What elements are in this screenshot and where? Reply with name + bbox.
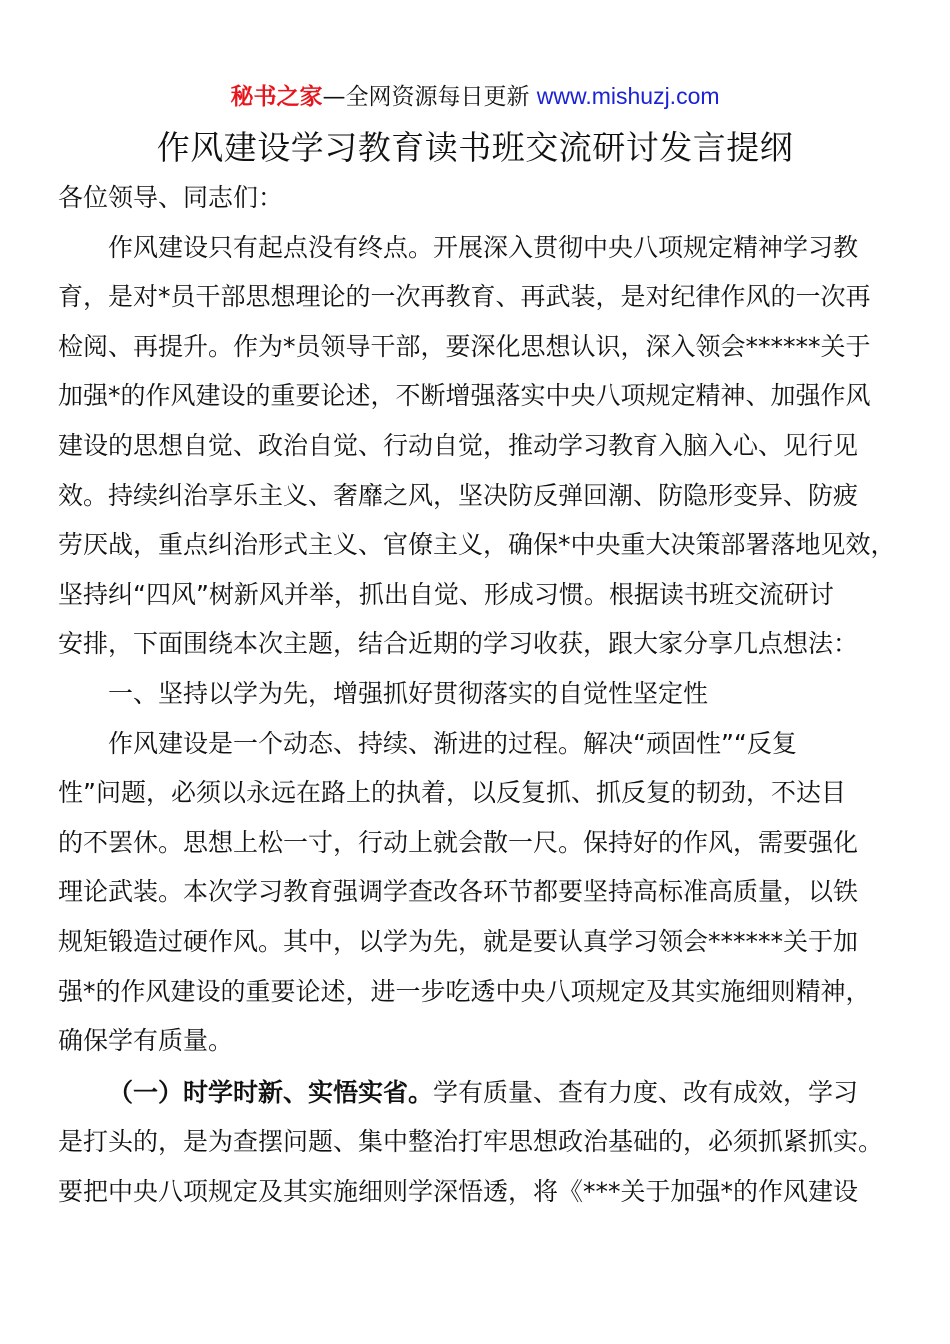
paragraph-line: 的不罢休。思想上松一寸，行动上就会散一尺。保持好的作风，需要强化	[58, 827, 859, 857]
paragraph-line: 效。持续纠治享乐主义、奢靡之风，坚决防反弹回潮、防隐形变异、防疲	[58, 480, 859, 510]
paragraph-line: 要把中央八项规定及其实施细则学深悟透，将《***关于加强*的作风建设	[58, 1176, 859, 1206]
paragraph-line: 性”问题，必须以永远在路上的执着，以反复抓、抓反复的韧劲，不达目	[58, 778, 846, 808]
paragraph-line: 育，是对*员干部思想理论的一次再教育、再武装，是对纪律作风的一次再	[58, 282, 871, 312]
subsection-heading: （一）时学时新、实悟实省。	[108, 1077, 434, 1107]
paragraph-line: 检阅、再提升。作为*员领导干部，要深化思想认识，深入领会******关于	[58, 331, 871, 361]
paragraph-line: 加强*的作风建设的重要论述，不断增强落实中央八项规定精神、加强作风	[58, 381, 871, 411]
salutation: 各位领导、同志们：	[58, 183, 284, 212]
site-url-link[interactable]: www.mishuzj.com	[536, 83, 720, 109]
paragraph-line: 作风建设只有起点没有终点。开展深入贯彻中央八项规定精神学习教	[108, 232, 859, 262]
paragraph-line: 劳厌战，重点纠治形式主义、官僚主义，确保*中央重大决策部署落地见效，	[58, 530, 896, 560]
paragraph-line: 安排，下面围绕本次主题，结合近期的学习收获，跟大家分享几点想法：	[58, 629, 859, 659]
site-header	[0, 80, 950, 113]
paragraph-line: 建设的思想自觉、政治自觉、行动自觉，推动学习教育入脑入心、见行见	[58, 430, 859, 460]
paragraph-line: 坚持纠“四风”树新风并举，抓出自觉、形成习惯。根据读书班交流研讨	[58, 579, 834, 609]
paragraph-line: 规矩锻造过硬作风。其中，以学为先，就是要认真学习领会******关于加	[58, 926, 859, 956]
document-title: 作风建设学习教育读书班交流研讨发言提纲	[156, 128, 794, 167]
subsection-paragraph	[58, 1068, 898, 1118]
header-tagline: —全网资源每日更新	[322, 84, 537, 110]
section-heading: 一、坚持以学为先，增强抓好贯彻落实的自觉性坚定性	[108, 678, 709, 708]
paragraph-line: 理论武装。本次学习教育强调学查改各环节都要坚持高标准高质量，以铁	[58, 877, 859, 907]
brand-name: 秘书之家	[230, 84, 323, 110]
paragraph-line: 强*的作风建设的重要论述，进一步吃透中央八项规定及其实施细则精神，	[58, 976, 871, 1006]
subsection-text: 学有质量、查有力度、改有成效，学习	[433, 1077, 859, 1107]
document-body	[58, 173, 898, 1216]
paragraph-line: 作风建设是一个动态、持续、渐进的过程。解决“顽固性”“反复	[108, 728, 797, 758]
paragraph-line: 是打头的，是为查摆问题、集中整治打牢思想政治基础的，必须抓紧抓实。	[58, 1127, 884, 1157]
paragraph-line: 确保学有质量。	[58, 1026, 234, 1056]
